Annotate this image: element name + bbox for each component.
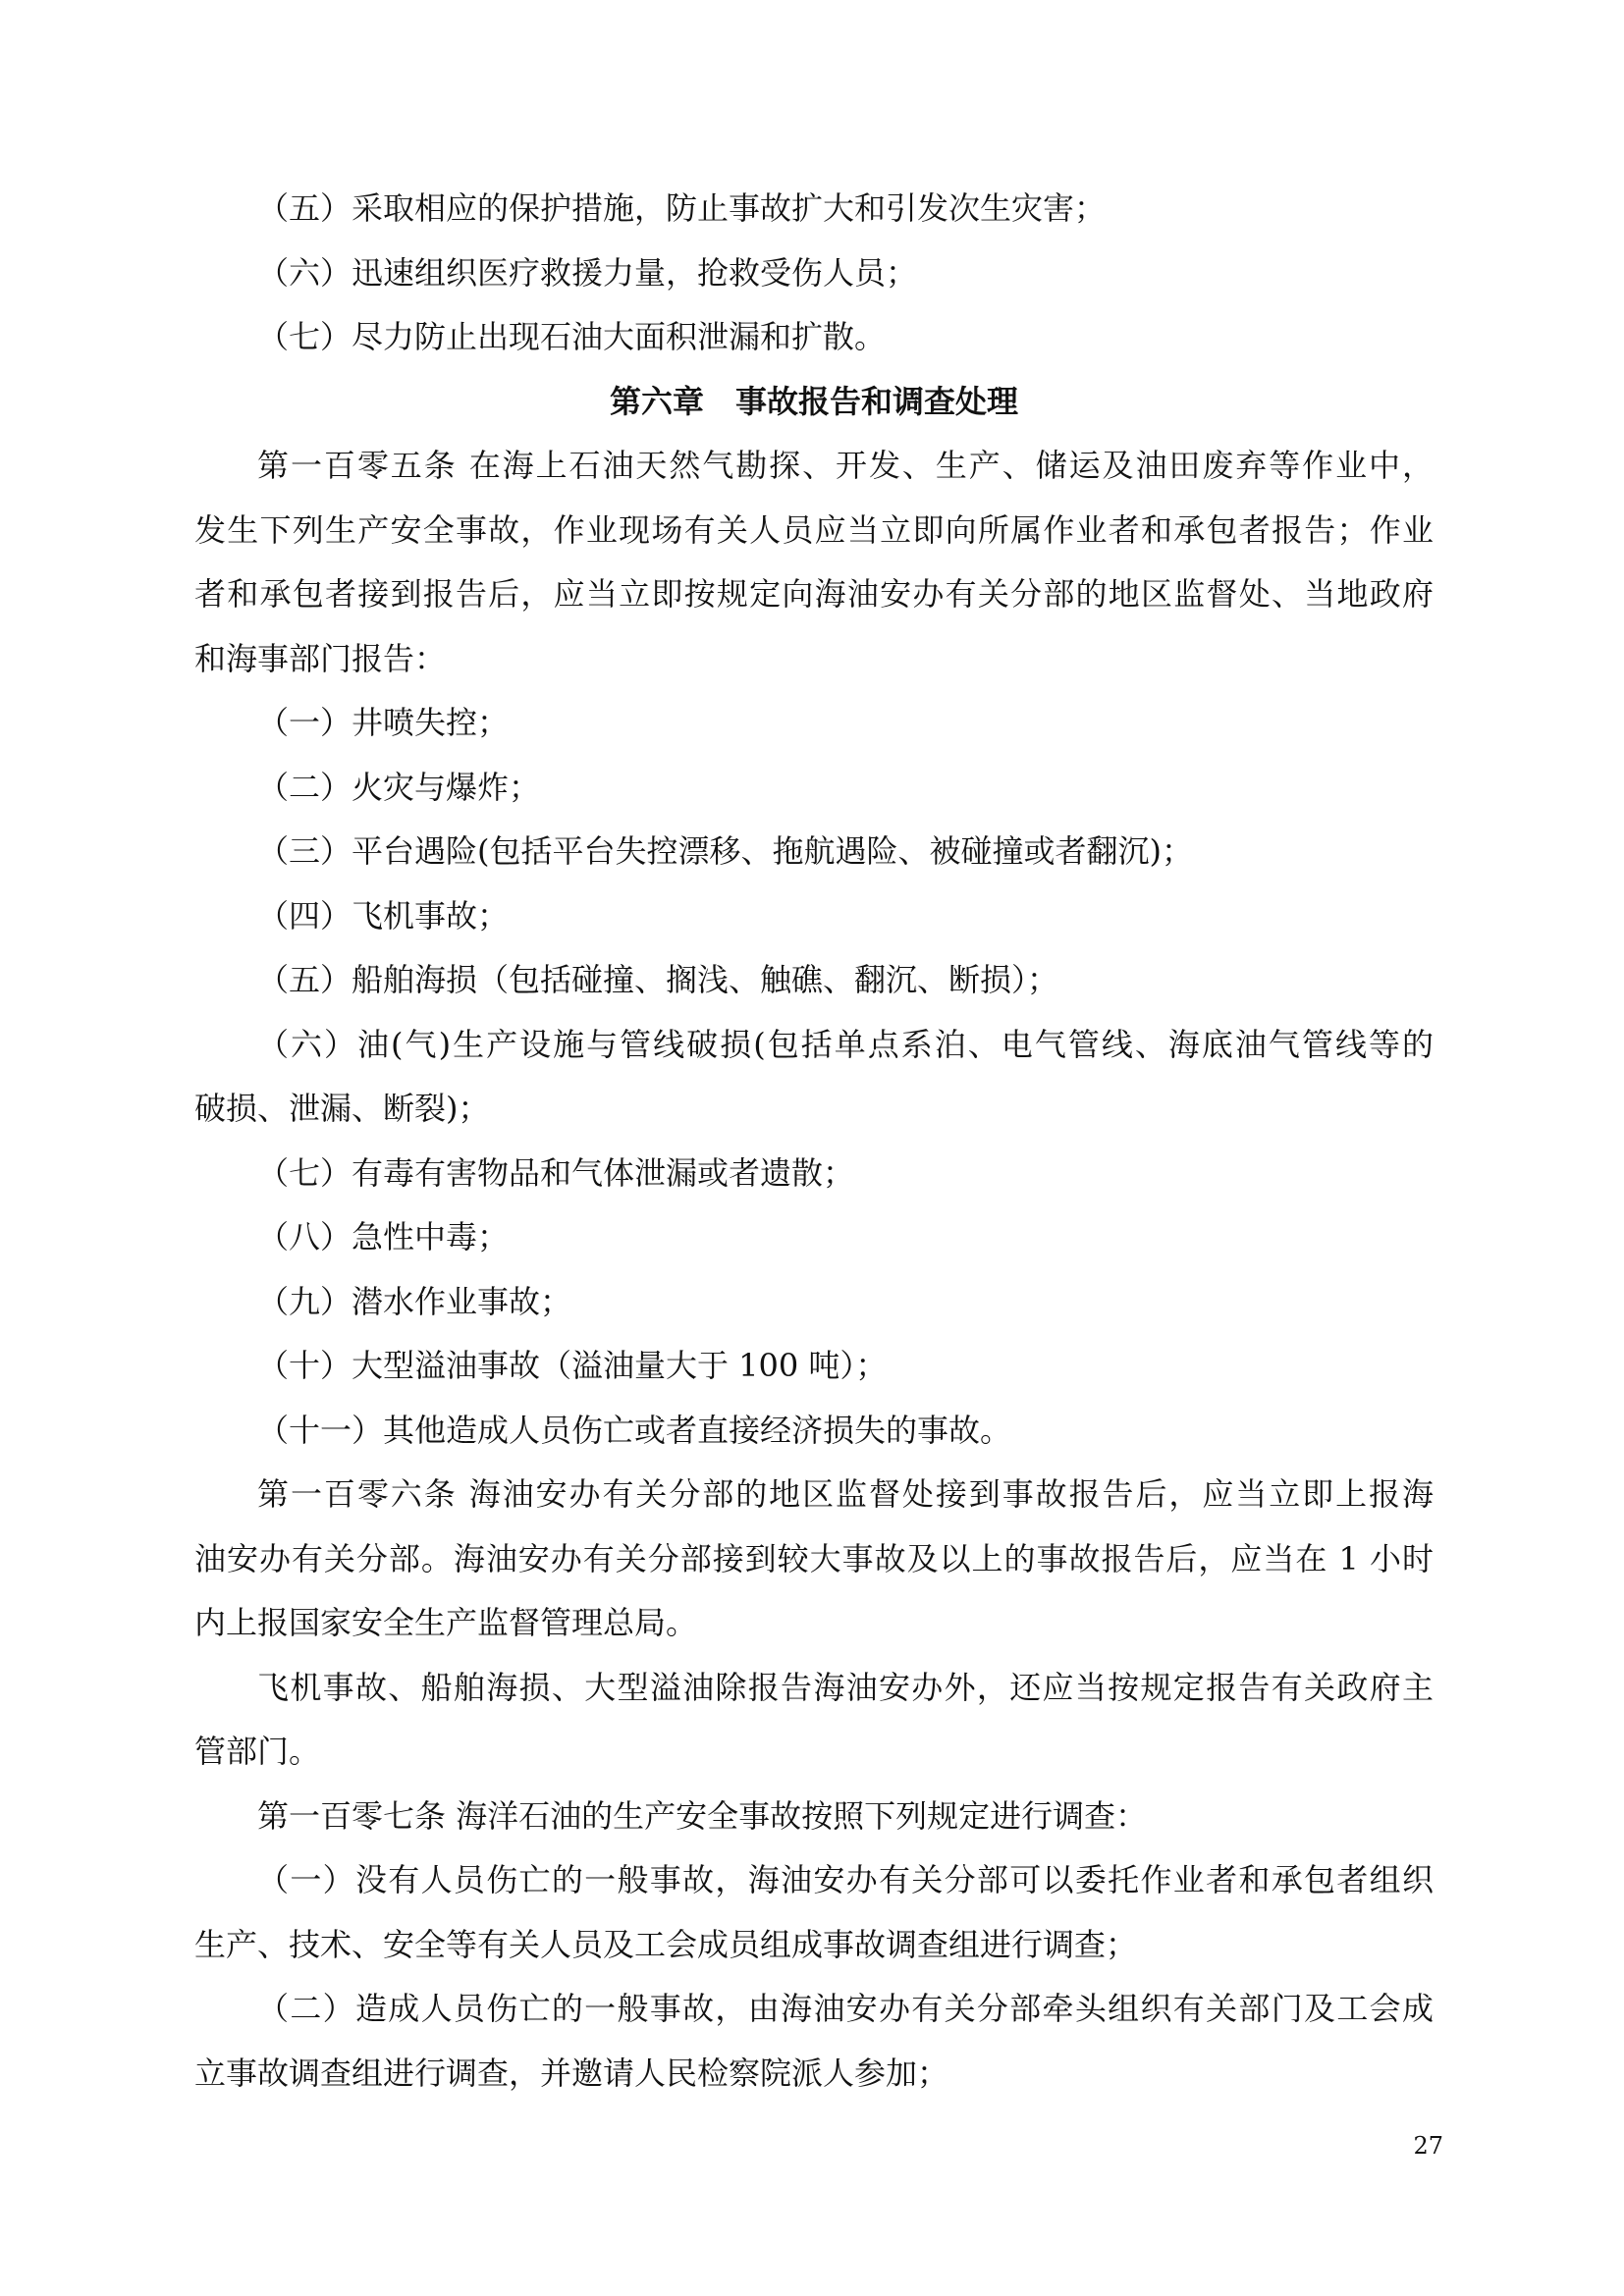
text-line: （四）飞机事故；	[257, 896, 510, 934]
text-line: 生产、技术、安全等有关人员及工会成员组成事故调查组进行调查；	[194, 1925, 1138, 1963]
text-line: （五）船舶海损（包括碰撞、搁浅、触礁、翻沉、断损）；	[257, 961, 1059, 998]
text-line: （三）平台遇险(包括平台失控漂移、拖航遇险、被碰撞或者翻沉)；	[257, 832, 1193, 870]
text-line: （九）潜水作业事故；	[257, 1282, 572, 1320]
text-line: （七）尽力防止出现石油大面积泄漏和扩散。	[257, 318, 887, 355]
text-line: （六）油(气)生产设施与管线破损(包括单点系泊、电气管线、海底油气管线等的	[257, 1025, 1434, 1063]
text-line: 立事故调查组进行调查，并邀请人民检察院派人参加；	[194, 2054, 949, 2092]
text-line: 和海事部门报告：	[194, 639, 447, 677]
text-line: 者和承包者接到报告后，应当立即按规定向海油安办有关分部的地区监督处、当地政府	[194, 575, 1434, 613]
text-line: （十）大型溢油事故（溢油量大于 100 吨）；	[257, 1347, 888, 1384]
text-line: 发生下列生产安全事故，作业现场有关人员应当立即向所属作业者和承包者报告；作业	[194, 510, 1434, 549]
text-line: （十一）其他造成人员伤亡或者直接经济损失的事故。	[257, 1411, 1012, 1449]
text-line: （八）急性中毒；	[257, 1218, 510, 1255]
text-line: （一）井喷失控；	[257, 704, 510, 741]
text-line: 第一百零七条 海洋石油的生产安全事故按照下列规定进行调查：	[257, 1796, 1148, 1835]
text-line: （六）迅速组织医疗救援力量，抢救受伤人员；	[257, 253, 918, 292]
text-line: （七）有毒有害物品和气体泄漏或者遗散；	[257, 1153, 855, 1192]
text-line: （二）火灾与爆炸；	[257, 768, 541, 806]
text-line: （二）造成人员伤亡的一般事故，由海油安办有关分部牵头组织有关部门及工会成	[257, 1990, 1434, 2027]
text-line: 油安办有关分部。海油安办有关分部接到较大事故及以上的事故报告后，应当在 1 小时	[194, 1539, 1434, 1577]
text-line: 管部门。	[194, 1733, 321, 1770]
page-number: 27	[1413, 2132, 1443, 2160]
text-line: 破损、泄漏、断裂)；	[194, 1090, 490, 1127]
body-text	[194, 177, 1434, 2106]
text-line: 内上报国家安全生产监督管理总局。	[194, 1604, 698, 1641]
text-line: 第一百零六条 海油安办有关分部的地区监督处接到事故报告后，应当立即上报海	[257, 1475, 1434, 1513]
text-line: （一）没有人员伤亡的一般事故，海油安办有关分部可以委托作业者和承包者组织	[257, 1861, 1434, 1898]
text-line: 飞机事故、船舶海损、大型溢油除报告海油安办外，还应当按规定报告有关政府主	[257, 1668, 1434, 1706]
text-line: （五）采取相应的保护措施，防止事故扩大和引发次生灾害；	[257, 189, 1107, 227]
text-line: 第一百零五条 在海上石油天然气勘探、开发、生产、储运及油田废弃等作业中，	[257, 447, 1434, 484]
chapter-heading: 第六章 事故报告和调查处理	[609, 382, 1018, 420]
